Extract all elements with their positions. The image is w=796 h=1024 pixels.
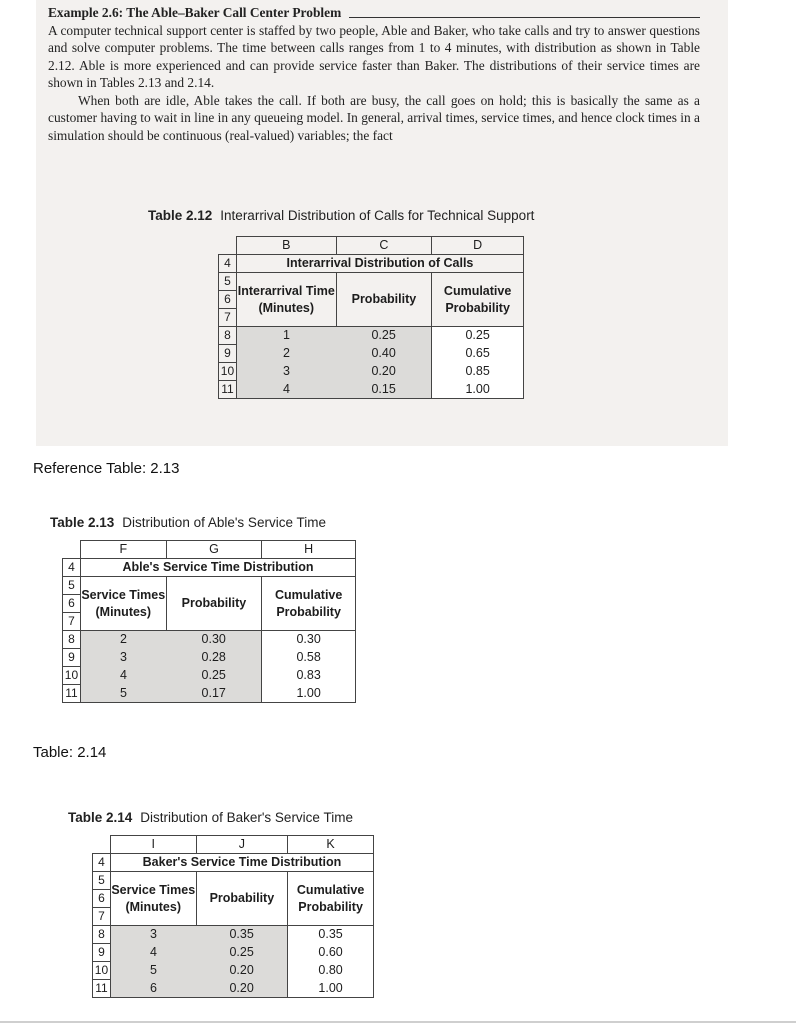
value-cell: 3 — [236, 363, 336, 381]
table-214-caption-text: Distribution of Baker's Service Time — [140, 810, 353, 825]
table-row — [63, 631, 356, 649]
cumulative-cell: 0.35 — [288, 926, 374, 944]
example-heading-row — [48, 4, 700, 22]
cumulative-cell: 0.83 — [262, 667, 356, 685]
column-letter: K — [288, 836, 374, 854]
row-number: 4 — [219, 255, 237, 273]
probability-cell: 0.40 — [336, 345, 432, 363]
cumulative-cell: 0.58 — [262, 649, 356, 667]
value-cell: 5 — [80, 685, 166, 703]
value-cell: 2 — [80, 631, 166, 649]
table-214-caption-number: Table 2.14 — [68, 810, 133, 825]
row-number: 10 — [93, 962, 111, 980]
row-number: 9 — [63, 649, 81, 667]
probability-cell: 0.20 — [196, 980, 288, 998]
column-letter: J — [196, 836, 288, 854]
table-212-caption-number: Table 2.12 — [148, 208, 213, 223]
cumulative-cell: 0.80 — [288, 962, 374, 980]
cumulative-cell: 0.25 — [432, 327, 524, 345]
value-cell: 4 — [236, 381, 336, 399]
row-number: 10 — [219, 363, 237, 381]
row-number: 11 — [93, 980, 111, 998]
row-number: 9 — [93, 944, 111, 962]
probability-cell: 0.25 — [196, 944, 288, 962]
column-letter: D — [432, 237, 524, 255]
table-213 — [62, 540, 356, 703]
value-cell: 1 — [236, 327, 336, 345]
column-letter: F — [80, 541, 166, 559]
column-letter-row — [93, 836, 374, 854]
table-212-caption-text: Interarrival Distribution of Calls for Technical Support — [220, 208, 535, 223]
column-letter-row — [219, 237, 524, 255]
row-number: 10 — [63, 667, 81, 685]
column-letter-row — [63, 541, 356, 559]
table-row — [219, 381, 524, 399]
probability-cell: 0.25 — [166, 667, 262, 685]
table-213-caption — [50, 515, 326, 530]
table-row — [219, 345, 524, 363]
table-213-caption-text: Distribution of Able's Service Time — [122, 515, 326, 530]
probability-cell: 0.35 — [196, 926, 288, 944]
row-number: 11 — [219, 381, 237, 399]
table-214 — [92, 835, 374, 998]
cumulative-cell: 0.60 — [288, 944, 374, 962]
cumulative-cell: 1.00 — [432, 381, 524, 399]
row-number: 6 — [93, 890, 111, 908]
table-212-caption — [148, 208, 534, 223]
title-row — [63, 559, 356, 577]
header-value-column: Service Times (Minutes) — [110, 872, 196, 926]
corner-cell — [219, 237, 237, 255]
table-214-label: Table: 2.14 — [33, 744, 107, 761]
row-number: 9 — [219, 345, 237, 363]
value-cell: 5 — [110, 962, 196, 980]
row-number: 6 — [219, 291, 237, 309]
row-number: 4 — [93, 854, 111, 872]
column-letter: C — [336, 237, 432, 255]
table-row — [63, 649, 356, 667]
table-212 — [218, 236, 524, 399]
corner-cell — [63, 541, 81, 559]
row-number: 5 — [219, 273, 237, 291]
row-number: 5 — [93, 872, 111, 890]
probability-cell: 0.20 — [336, 363, 432, 381]
row-number: 8 — [63, 631, 81, 649]
header-value-column: Service Times (Minutes) — [80, 577, 166, 631]
header-cumulative-probability: Cumulative Probability — [432, 273, 524, 327]
value-cell: 6 — [110, 980, 196, 998]
table-214-caption — [68, 810, 353, 825]
probability-cell: 0.20 — [196, 962, 288, 980]
probability-cell: 0.25 — [336, 327, 432, 345]
probability-cell: 0.15 — [336, 381, 432, 399]
header-cumulative-probability: Cumulative Probability — [288, 872, 374, 926]
corner-cell — [93, 836, 111, 854]
cumulative-cell: 1.00 — [288, 980, 374, 998]
value-cell: 3 — [80, 649, 166, 667]
table-row — [219, 327, 524, 345]
header-cumulative-probability: Cumulative Probability — [262, 577, 356, 631]
row-number: 7 — [219, 309, 237, 327]
cumulative-cell: 0.30 — [262, 631, 356, 649]
table-title: Able's Service Time Distribution — [80, 559, 355, 577]
column-letter: G — [166, 541, 262, 559]
value-cell: 3 — [110, 926, 196, 944]
probability-cell: 0.30 — [166, 631, 262, 649]
table-row — [219, 363, 524, 381]
row-number: 5 — [63, 577, 81, 595]
row-number: 7 — [63, 613, 81, 631]
row-number: 4 — [63, 559, 81, 577]
table-row — [93, 980, 374, 998]
example-heading: Example 2.6: The Able–Baker Call Center Problem — [48, 5, 342, 20]
heading-rule — [349, 17, 700, 18]
column-letter: I — [110, 836, 196, 854]
example-text-block — [48, 4, 700, 144]
row-number: 7 — [93, 908, 111, 926]
table-title: Interarrival Distribution of Calls — [236, 255, 523, 273]
title-row — [219, 255, 524, 273]
reference-table-213-label: Reference Table: 2.13 — [33, 460, 180, 477]
table-row — [93, 944, 374, 962]
cumulative-cell: 0.65 — [432, 345, 524, 363]
header-row — [93, 872, 374, 890]
column-letter: H — [262, 541, 356, 559]
header-row — [63, 577, 356, 595]
header-probability: Probability — [196, 872, 288, 926]
title-row — [93, 854, 374, 872]
bottom-divider — [0, 1021, 796, 1023]
cumulative-cell: 0.85 — [432, 363, 524, 381]
row-number: 11 — [63, 685, 81, 703]
table-row — [63, 685, 356, 703]
table-row — [63, 667, 356, 685]
value-cell: 4 — [110, 944, 196, 962]
cumulative-cell: 1.00 — [262, 685, 356, 703]
example-paragraph-1: A computer technical support center is staffed by two people, Able and Baker, who take calls and try to answer questions and solve computer problems. The time between calls ranges from 1 to 4 minutes, with distribution as shown in Table 2.12. Able is more experienced and can provide service faster than Baker. The distributions of their service times are shown in Tables 2.13 and 2.14. — [48, 22, 700, 90]
example-paragraph-2: When both are idle, Able takes the call. If both are busy, the call goes on hold; this is basically the same as a customer having to wait in line in any queueing model. In general, arrival times, service times, and hence clock times in a simulation should be continuous (real-valued) variables; the fact — [48, 92, 700, 143]
table-title: Baker's Service Time Distribution — [110, 854, 373, 872]
probability-cell: 0.28 — [166, 649, 262, 667]
table-row — [93, 926, 374, 944]
table-row — [93, 962, 374, 980]
value-cell: 4 — [80, 667, 166, 685]
header-probability: Probability — [166, 577, 262, 631]
header-value-column: Interarrival Time (Minutes) — [236, 273, 336, 327]
header-probability: Probability — [336, 273, 432, 327]
header-row — [219, 273, 524, 291]
probability-cell: 0.17 — [166, 685, 262, 703]
value-cell: 2 — [236, 345, 336, 363]
row-number: 6 — [63, 595, 81, 613]
row-number: 8 — [219, 327, 237, 345]
row-number: 8 — [93, 926, 111, 944]
column-letter: B — [236, 237, 336, 255]
table-213-caption-number: Table 2.13 — [50, 515, 115, 530]
